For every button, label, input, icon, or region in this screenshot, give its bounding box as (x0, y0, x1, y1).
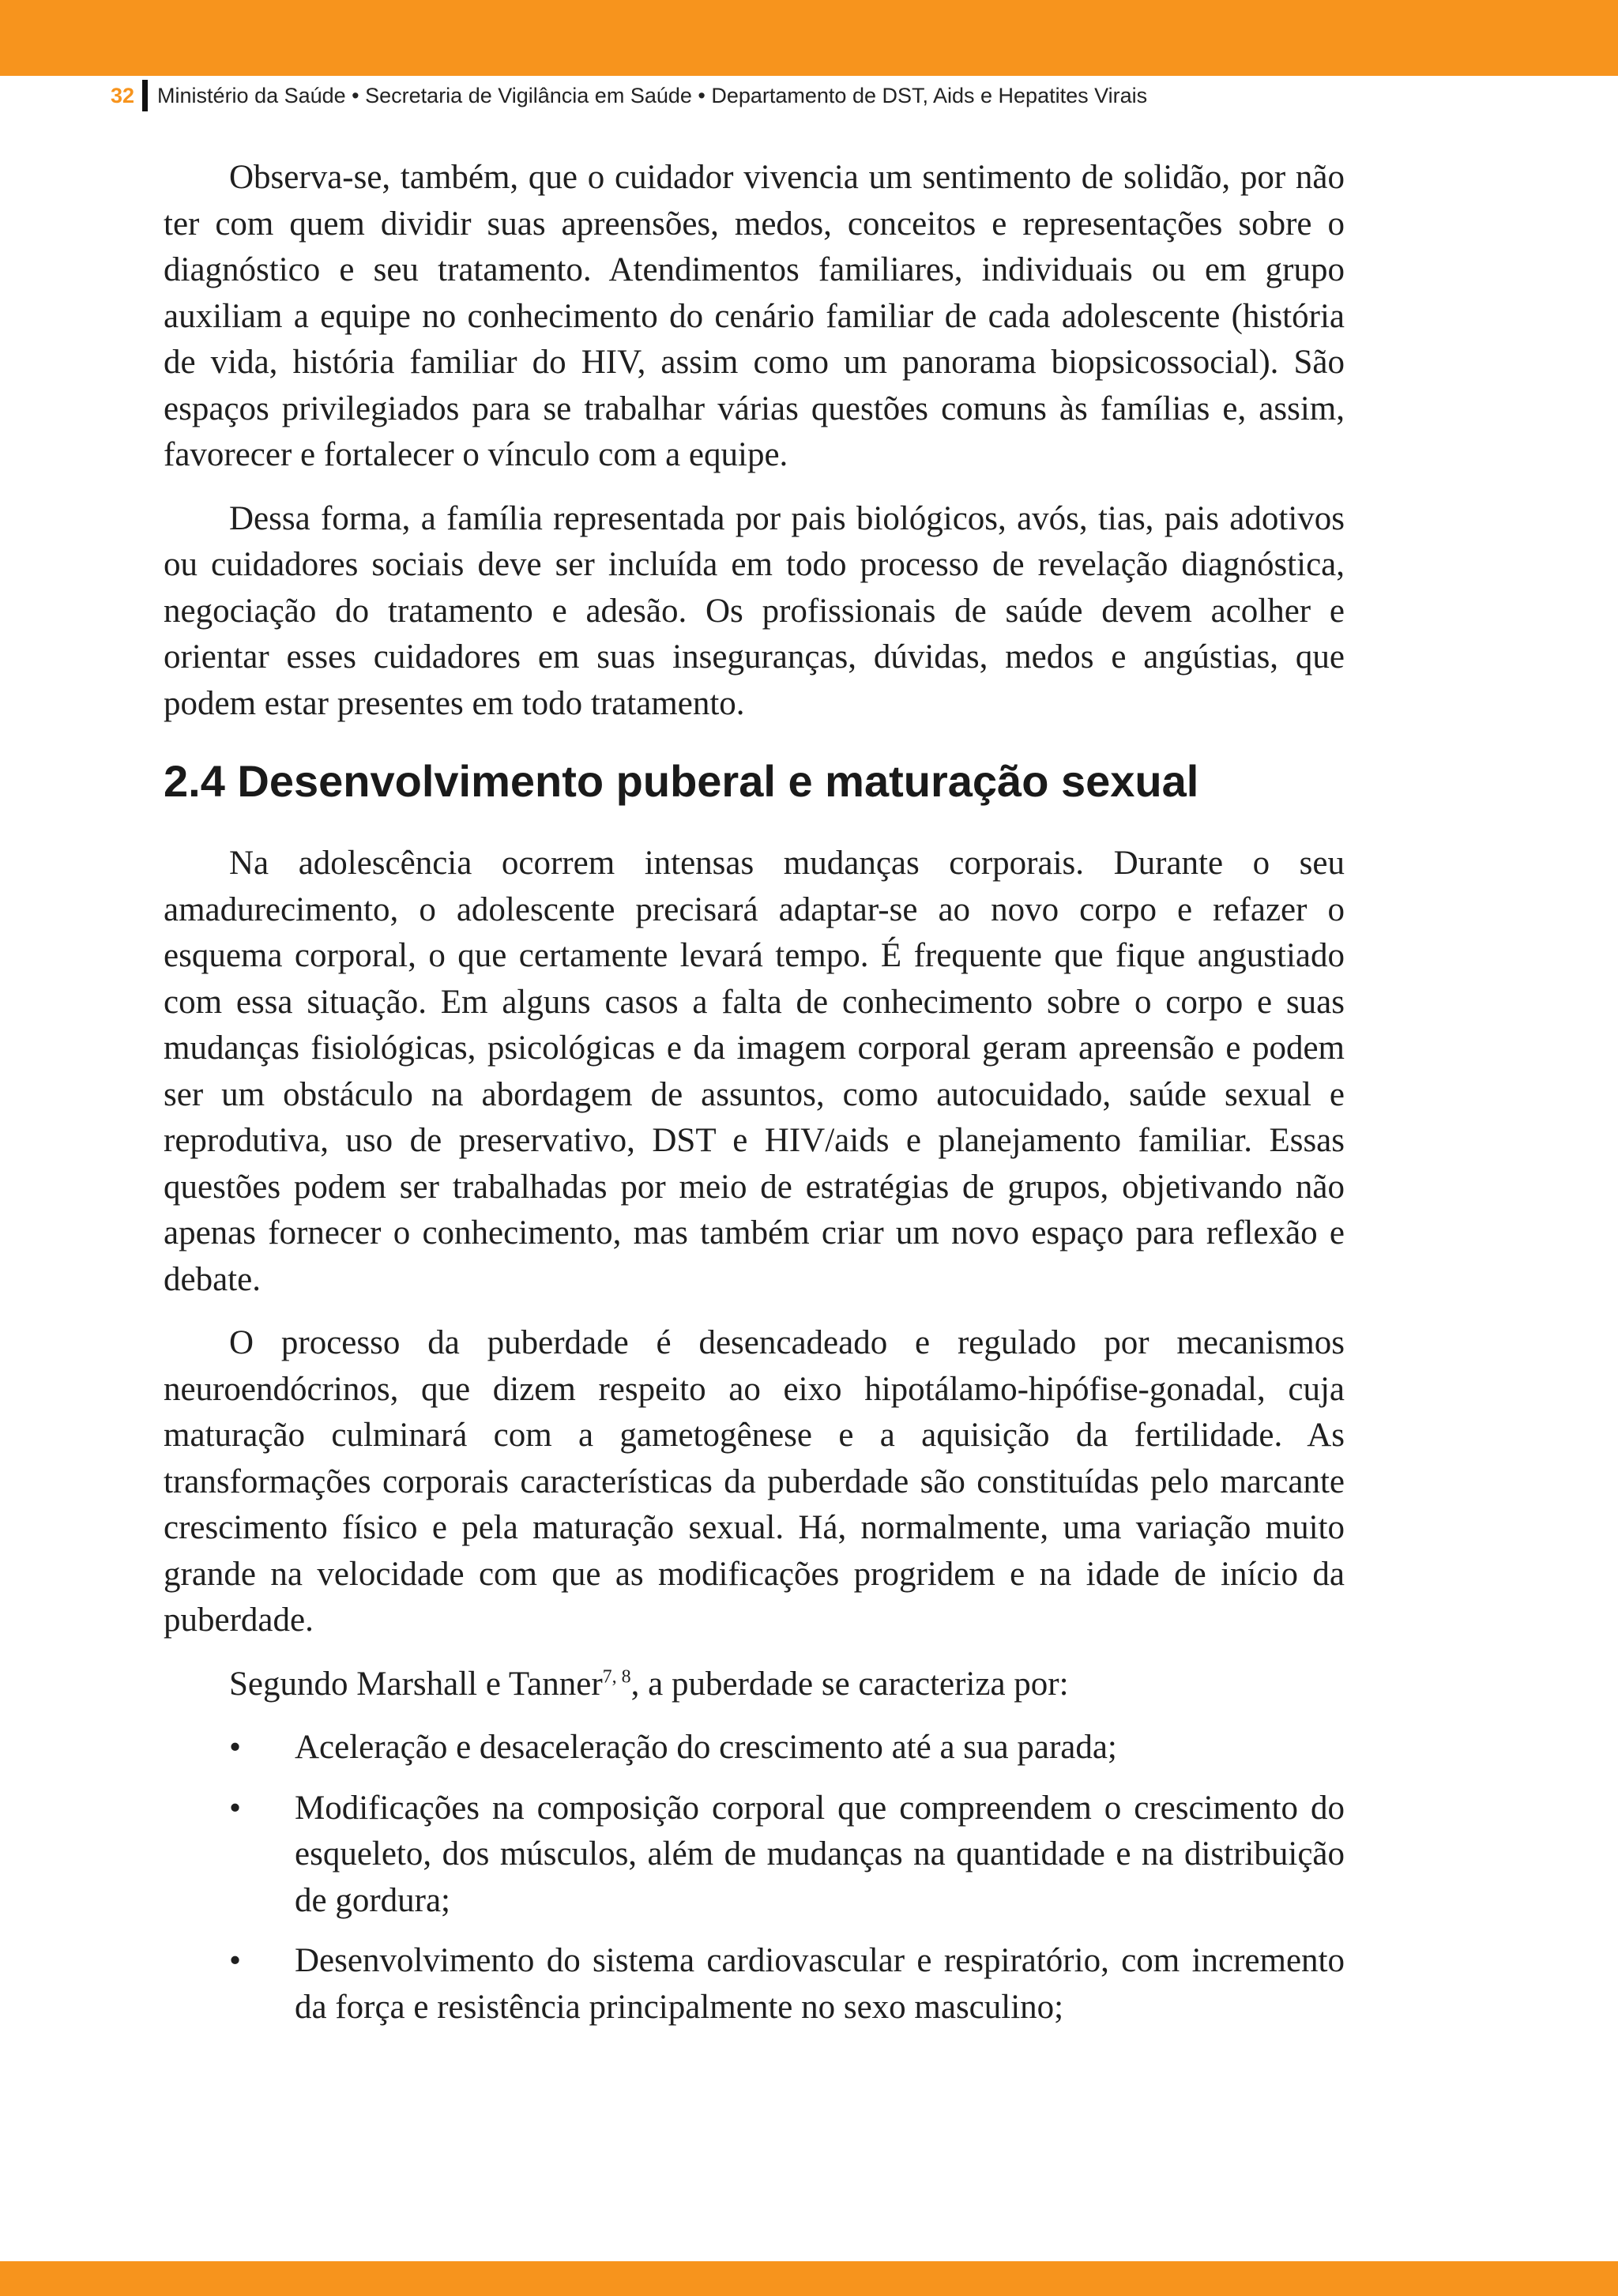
intro-text: Segundo Marshall e Tanner (229, 1665, 603, 1703)
bullet-icon: • (229, 1729, 242, 1766)
puberty-characteristics-list (164, 1725, 1345, 2031)
paragraph-body-changes: Na adolescência ocorrem intensas mudanças corporais. Durante o seu amadurecimento, o adolescente precisará adaptar-se ao novo corpo e refazer o esquema corporal, o que certamente levará tempo. É frequente que fique angustiado com essa situação. Em alguns casos a falta de conhecimento sobre o corpo e suas mudanças fisiológicas, psicológicas e da imagem corporal geram apreensão e podem ser um obstáculo na abordagem de assuntos, como autocuidado, saúde sexual e reprodutiva, uso de preservativo, DST e HIV/aids e planejamento familiar. Essas questões podem ser trabalhadas por meio de estratégias de grupos, objetivando não apenas fornecer o conhecimento, mas também criar um novo espaço para reflexão e debate. (164, 845, 1345, 1298)
list-item (164, 1786, 1345, 1925)
list-item-text: Desenvolvimento do sistema cardiovascular e respiratório, com incremento da força e resistência principalmente no sexo masculino; (295, 1942, 1345, 2026)
running-title: Ministério da Saúde • Secretaria de Vigilância em Saúde • Departamento de DST, Aids e Hepatites Virais (157, 83, 1148, 107)
list-item-text: Modificações na composição corporal que compreendem o crescimento do esqueleto, dos músculos, além de mudanças na quantidade e na distribuição de gordura; (295, 1789, 1345, 1919)
citation-superscript: 7, 8 (602, 1666, 631, 1688)
list-item (164, 1938, 1345, 2031)
header-divider (142, 80, 148, 111)
paragraph-caregiver-solitude: Observa-se, também, que o cuidador vivencia um sentimento de solidão, por não ter com quem dividir suas apreensões, medos, conceitos e representações sobre o diagnóstico e seu tratamento. Atendimentos familiares, individuais ou em grupo auxiliam a equipe no conhecimento do cenário familiar de cada adolescente (história de vida, história familiar do HIV, assim como um panorama biopsicossocial). São espaços privilegiados para se trabalhar várias questões comuns às famílias e, assim, favorecer e fortalecer o vínculo com a equipe. (164, 159, 1345, 473)
bullet-icon: • (229, 1789, 242, 1827)
page-content (164, 155, 1345, 2045)
list-item-text: Aceleração e desaceleração do crescimento até a sua parada; (295, 1729, 1117, 1766)
section-heading: 2.4 Desenvolvimento puberal e maturação sexual (164, 756, 1199, 806)
paragraph-puberty-process: O processo da puberdade é desencadeado e regulado por mecanismos neuroendócrinos, que dizem respeito ao eixo hipotálamo-hipófise-gonadal, cuja maturação culminará com a gametogênese e a aquisição da fertilidade. As transformações corporais características da puberdade são constituídas pelo marcante crescimento físico e pela maturação sexual. Há, normalmente, uma variação muito grande na velocidade com que as modificações progridem e na idade de início da puberdade. (164, 1324, 1345, 1639)
paragraph-marshall-tanner (164, 1662, 1345, 1708)
top-orange-bar (0, 0, 1618, 76)
running-header (111, 79, 1147, 112)
paragraph-family-role: Dessa forma, a família representada por pais biológicos, avós, tias, pais adotivos ou cuidadores sociais deve ser incluída em todo processo de revelação diagnóstica, negociação do tratamento e adesão. Os profissionais de saúde devem acolher e orientar esses cuidadores em suas inseguranças, dúvidas, medos e angústias, que podem estar presentes em todo tratamento. (164, 499, 1345, 722)
page-number: 32 (111, 83, 135, 107)
bullet-icon: • (229, 1942, 242, 1979)
bottom-orange-bar (0, 2261, 1618, 2296)
list-item (164, 1725, 1345, 1771)
intro-text-end: , a puberdade se caracteriza por: (630, 1665, 1069, 1703)
